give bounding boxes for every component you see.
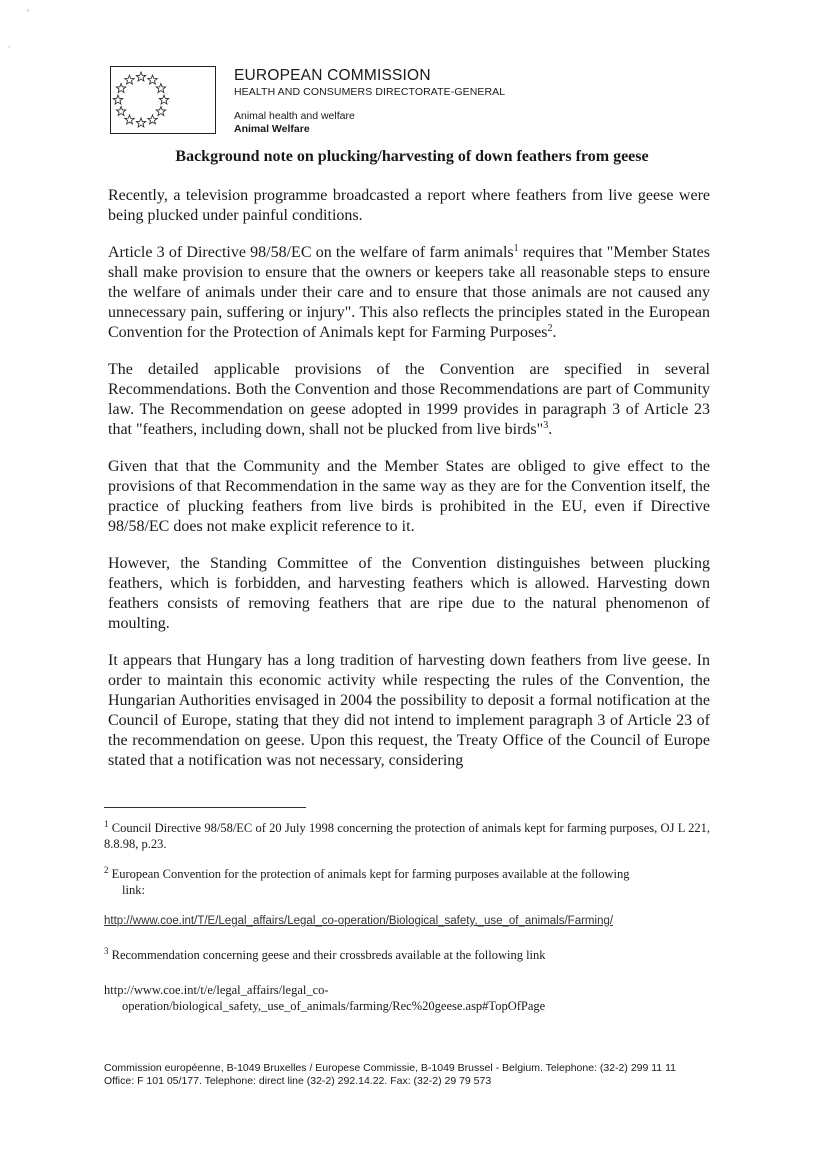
page-footer bbox=[104, 1062, 724, 1088]
paragraph-2: Article 3 of Directive 98/58/EC on the welfare of farm animals$^1$ requires that "Member States shall make provision to ensure that the owners or keepers take all reasonable steps to ensure the welfare of animals under their care and to ensure that those animals are not caused any unnecessary pain, suffering or injury". This also reflects the principles stated in the European Convention for the Protection of Animals kept for Farming Purposes$^2$. bbox=[108, 243, 710, 341]
footnote-divider bbox=[104, 807, 306, 808]
paragraph-4: Given that that the Community and the Member States are obliged to give effect to the provisions of that Recommendation in the same way as they are for the Convention itself, the practice of plucking feathers from live birds is prohibited in the EU, even if Directive 98/58/EC does not make explicit reference to it. bbox=[108, 458, 710, 535]
footnote-ref-2: 2 bbox=[547, 323, 553, 334]
footnote-2-link[interactable]: http://www.coe.int/T/E/Legal_affairs/Legal_co-operation/Biological_safety,_use_of_animals/Farming/ bbox=[104, 915, 614, 927]
letterhead bbox=[234, 67, 505, 136]
star-icon bbox=[136, 72, 146, 81]
footnote-ref-3: 3 bbox=[543, 420, 549, 431]
document-title: Background note on plucking/harvesting of down feathers from geese bbox=[175, 148, 649, 165]
star-icon bbox=[125, 115, 135, 124]
footer-office: Office: F 101 05/177. Telephone: direct line (32-2) 292.14.22. Fax: (32-2) 29 79 573 bbox=[104, 1075, 492, 1087]
footnote-ref-1: 1 bbox=[513, 243, 519, 254]
org-name: EUROPEAN COMMISSION bbox=[234, 67, 431, 84]
footer-address: Commission européenne, B-1049 Bruxelles / Europese Commissie, B-1049 Brussel - Belgium. Telephone: (32-2) 299 11 11 bbox=[104, 1062, 676, 1074]
scan-mark: · bbox=[8, 43, 11, 52]
star-icon bbox=[156, 84, 166, 93]
star-icon bbox=[113, 95, 123, 104]
star-icon bbox=[156, 107, 166, 116]
paragraph-1: Recently, a television programme broadcasted a report where feathers from live geese were being plucked under painful conditions. bbox=[108, 187, 710, 224]
star-icon bbox=[148, 75, 158, 84]
star-icon bbox=[116, 84, 126, 93]
footnote-3-link[interactable]: http://www.coe.int/t/e/legal_affairs/legal_co- operation/biological_safety,_use_of_animals/farming/Rec%20geese.asp#TopOfPage bbox=[104, 983, 546, 1013]
footnote-2: $^2$ European Convention for the protection of animals kept for farming purposes available at the following link: bbox=[104, 865, 630, 897]
directorate-name: HEALTH AND CONSUMERS DIRECTORATE-GENERAL bbox=[234, 86, 506, 98]
footnote-1: $^1$ Council Directive 98/58/EC of 20 July 1998 concerning the protection of animals kept for farming purposes, OJ L 221, 8.8.98, p.23. bbox=[104, 819, 710, 851]
unit-name: Animal health and welfare bbox=[234, 110, 355, 122]
eu-stars-icon bbox=[111, 67, 217, 135]
subunit-name: Animal Welfare bbox=[234, 123, 310, 135]
document-body bbox=[108, 186, 710, 788]
paragraph-6: It appears that Hungary has a long tradition of harvesting down feathers from live geese. In order to maintain this economic activity while respecting the rules of the Convention, the Hungarian Authorities envisaged in 2004 the possibility to deposit a formal notification at the Council of Europe, stating that they did not intend to implement paragraph 3 of Article 23 of the recommendation on geese. Upon this request, the Treaty Office of the Council of Europe stated that a notification was not necessary, considering bbox=[108, 652, 710, 769]
star-icon bbox=[159, 95, 169, 104]
star-icon bbox=[125, 75, 135, 84]
footnote-3: $^3$ Recommendation concerning geese and their crossbreds available at the following link bbox=[104, 946, 546, 962]
paragraph-3: The detailed applicable provisions of the Convention are specified in several Recommendations. Both the Convention and those Recommendations are part of Community law. The Recommendation on geese adopted in 1999 provides in paragraph 3 of Article 23 that "feathers, including down, shall not be plucked from live birds"$^3$. bbox=[108, 361, 710, 438]
star-icon bbox=[148, 115, 158, 124]
paragraph-5: However, the Standing Committee of the Convention distinguishes between plucking feathers, which is forbidden, and harvesting feathers which is allowed. Harvesting down feathers consists of removing feathers that are ripe due to the natural phenomenon of moulting. bbox=[108, 555, 710, 632]
eu-logo bbox=[110, 66, 216, 134]
star-icon bbox=[136, 118, 146, 127]
star-icon bbox=[116, 107, 126, 116]
scan-mark: ʹ bbox=[27, 9, 30, 18]
